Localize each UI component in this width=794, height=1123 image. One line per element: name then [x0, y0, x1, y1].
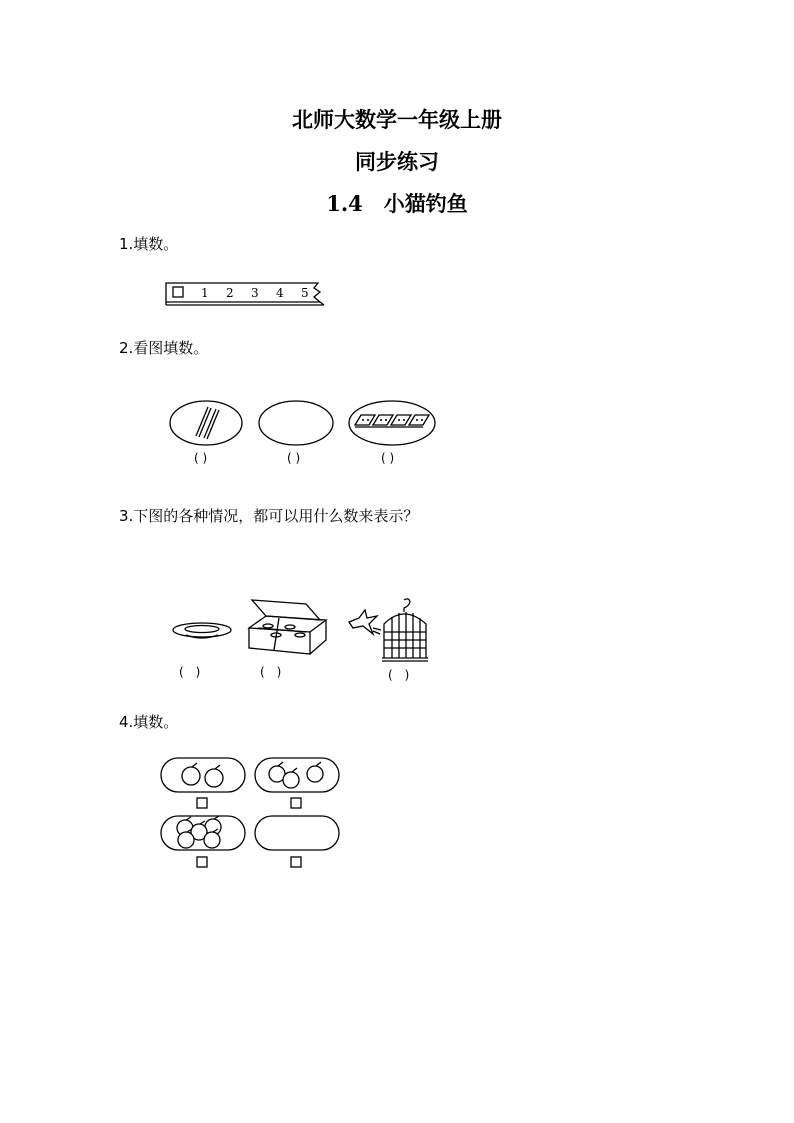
title-line-2: 同步练习	[355, 149, 439, 174]
pencil-icon	[204, 409, 219, 439]
empty-box-icon	[246, 598, 330, 658]
dice-icon	[355, 415, 375, 425]
ruler-tick: 4	[276, 286, 284, 300]
title-line-1: 北师大数学一年级上册	[292, 107, 502, 132]
empty-plate-icon	[172, 620, 234, 642]
answer-box[interactable]	[290, 797, 302, 809]
oval-with-2-apples	[159, 756, 249, 796]
question-2-prompt: 2.看图填数。	[119, 339, 209, 357]
apple-icon	[307, 762, 323, 782]
answer-blank[interactable]: ( )	[179, 665, 201, 679]
answer-blank[interactable]: ( )	[194, 451, 208, 465]
ruler-tick: 2	[226, 286, 234, 300]
question-4-prompt: 4.填数。	[119, 713, 179, 731]
oval-with-5-apples	[159, 814, 249, 854]
apple-icon	[182, 763, 200, 785]
ruler-tick: 1	[201, 286, 209, 300]
number-ruler	[164, 280, 334, 310]
oval-with-dice	[347, 399, 437, 447]
oval-with-3-apples	[253, 756, 343, 796]
answer-box[interactable]	[196, 856, 208, 868]
oval-with-pencils	[168, 399, 244, 447]
pencil-icon	[196, 407, 211, 437]
empty-birdcage-icon	[376, 598, 436, 664]
ruler-answer-box[interactable]	[173, 287, 183, 297]
answer-blank[interactable]: ( )	[381, 451, 395, 465]
answer-blank[interactable]: ( )	[287, 451, 301, 465]
dice-icon	[409, 415, 429, 425]
answer-blank[interactable]: ( )	[260, 665, 282, 679]
question-3-prompt: 3.下图的各种情况，都可以用什么数来表示？	[119, 507, 419, 525]
title-line-3: 1.4 小猫钓鱼	[326, 191, 468, 216]
ruler-tick: 3	[251, 286, 259, 300]
answer-box[interactable]	[196, 797, 208, 809]
apple-icon	[205, 765, 223, 787]
answer-box[interactable]	[290, 856, 302, 868]
question-1-prompt: 1.填数。	[119, 235, 179, 253]
apple-icon	[283, 768, 299, 788]
empty-rounded-oval	[253, 814, 343, 854]
dice-icon	[391, 415, 411, 425]
empty-oval	[257, 399, 337, 447]
ruler-tick: 5	[301, 286, 309, 300]
dice-icon	[373, 415, 393, 425]
answer-blank[interactable]: ( )	[388, 668, 410, 682]
